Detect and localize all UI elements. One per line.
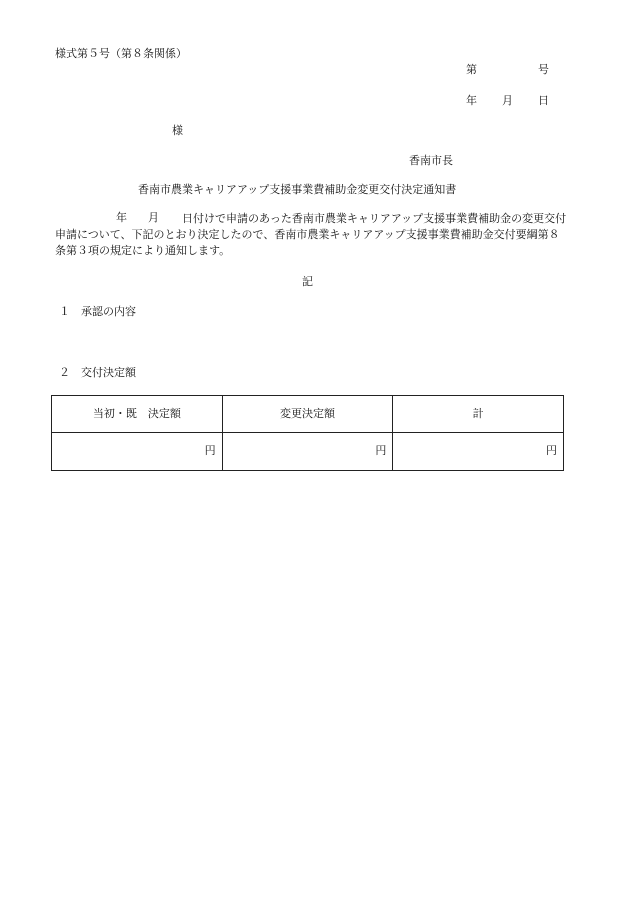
section-2-label: 交付決定額 [81,366,136,379]
body-month: 月 [148,211,159,224]
addressee-honorific: 様 [172,124,183,137]
date-month: 月 [502,94,513,107]
cell-total: 円 [393,433,564,471]
grant-amount-table [51,395,564,471]
date-year: 年 [466,94,477,107]
date-day: 日 [538,94,549,107]
body-year: 年 [116,211,127,224]
cell-changed-amount: 円 [222,433,393,471]
section-2-number: ２ [59,366,70,379]
header-initial-amount: 当初・既 決定額 [52,396,223,433]
header-total: 計 [393,396,564,433]
header-changed-amount: 変更決定額 [222,396,393,433]
table-header-row [52,396,564,433]
issuer: 香南市長 [409,154,453,167]
section-1-label: 承認の内容 [81,305,136,318]
doc-number-prefix: 第 [466,63,477,76]
form-label: 様式第５号（第８条関係） [55,47,187,60]
ki-heading: 記 [302,275,313,288]
section-1-number: １ [59,305,70,318]
doc-number-suffix: 号 [538,63,549,76]
table-row [52,433,564,471]
cell-initial-amount: 円 [52,433,223,471]
document-title: 香南市農業キャリアアップ支援事業費補助金変更交付決定通知書 [138,183,457,196]
body-paragraph: 日付けで申請のあった香南市農業キャリアアップ支援事業費補助金の変更交付申請について、下記のとおり決定したので、香南市農業キャリアアップ支援事業費補助金交付要綱第８条第３項の規定により通知します。 [55,212,567,257]
